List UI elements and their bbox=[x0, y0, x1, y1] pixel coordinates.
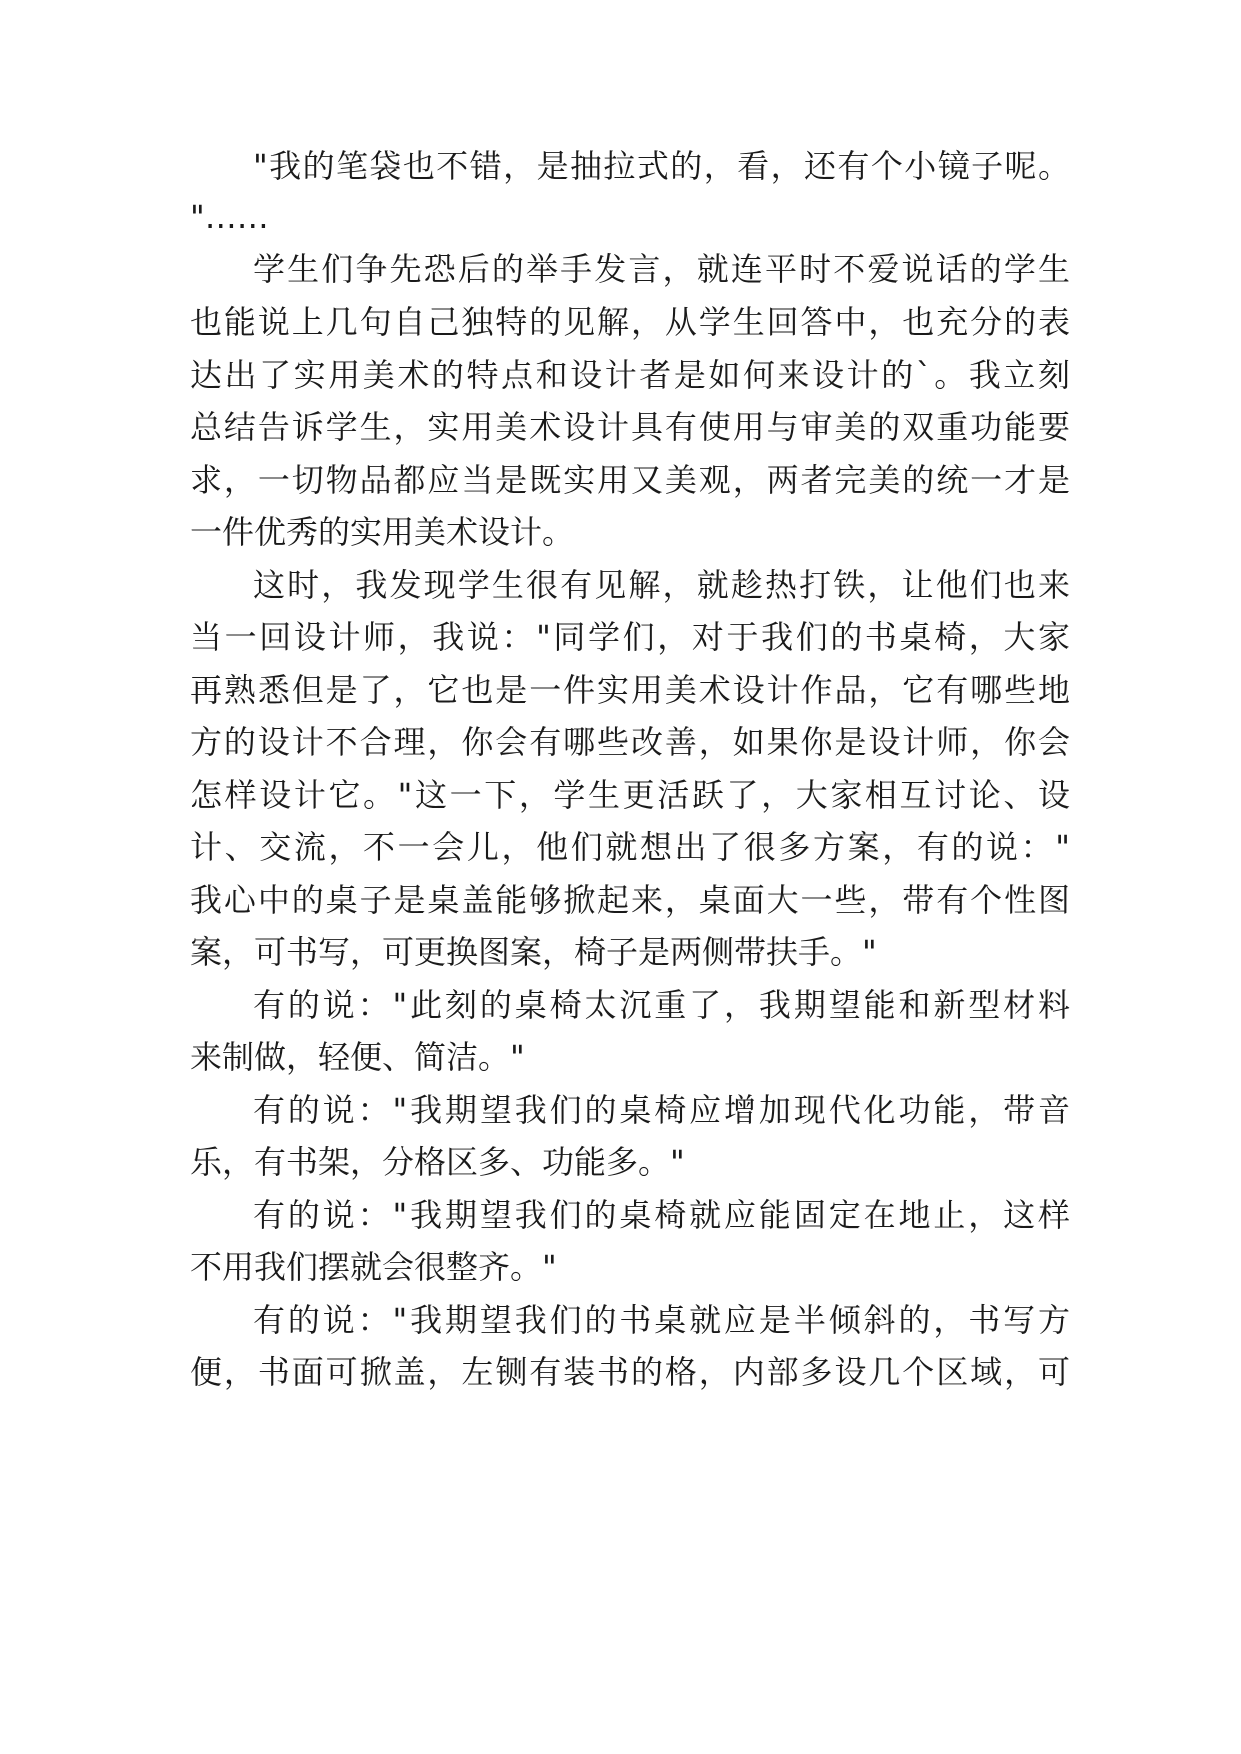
paragraph-3-line-6: 计、交流，不一会儿，他们就想出了很多方案，有的说：" bbox=[190, 828, 1070, 866]
paragraph-7-line-1: 有的说："我期望我们的书桌就应是半倾斜的，书写方 bbox=[253, 1301, 1070, 1339]
paragraph-3-line-8: 案，可书写，可更换图案，椅子是两侧带扶手。" bbox=[190, 933, 877, 971]
paragraph-3-line-4: 方的设计不合理，你会有哪些改善，如果你是设计师，你会 bbox=[190, 723, 1070, 761]
paragraph-2-line-1: 学生们争先恐后的举手发言，就连平时不爱说话的学生 bbox=[253, 250, 1070, 288]
paragraph-4-line-2: 来制做，轻便、简洁。" bbox=[190, 1038, 525, 1076]
paragraph-2-line-5: 求，一切物品都应当是既实用又美观，两者完美的统一才是 bbox=[190, 461, 1070, 499]
paragraph-3-line-3: 再熟悉但是了，它也是一件实用美术设计作品，它有哪些地 bbox=[190, 671, 1070, 709]
paragraph-6-line-2: 不用我们摆就会很整齐。" bbox=[190, 1248, 557, 1286]
paragraph-4-line-1: 有的说："此刻的桌椅太沉重了，我期望能和新型材料 bbox=[253, 986, 1070, 1024]
paragraph-2-line-3: 达出了实用美术的特点和设计者是如何来设计的`。我立刻 bbox=[190, 356, 1070, 394]
paragraph-1-line-2: "…… bbox=[190, 198, 269, 236]
paragraph-3-line-1: 这时，我发现学生很有见解，就趁热打铁，让他们也来 bbox=[253, 566, 1070, 604]
paragraph-5-line-1: 有的说："我期望我们的桌椅应增加现代化功能，带音 bbox=[253, 1091, 1070, 1129]
paragraph-3-line-2: 当一回设计师，我说："同学们，对于我们的书桌椅，大家 bbox=[190, 618, 1070, 656]
paragraph-6-line-1: 有的说："我期望我们的桌椅就应能固定在地止，这样 bbox=[253, 1196, 1070, 1234]
paragraph-7-line-2: 便，书面可掀盖，左铡有装书的格，内部多设几个区域，可 bbox=[190, 1353, 1070, 1391]
paragraph-2-line-6: 一件优秀的实用美术设计。 bbox=[190, 513, 575, 551]
paragraph-3-line-7: 我心中的桌子是桌盖能够掀起来，桌面大一些，带有个性图 bbox=[190, 881, 1070, 919]
paragraph-1-line-1: "我的笔袋也不错，是抽拉式的，看，还有个小镜子呢。 bbox=[253, 147, 1070, 185]
paragraph-2-line-4: 总结告诉学生，实用美术设计具有使用与审美的双重功能要 bbox=[190, 408, 1070, 446]
paragraph-5-line-2: 乐，有书架，分格区多、功能多。" bbox=[190, 1143, 685, 1181]
paragraph-2-line-2: 也能说上几句自己独特的见解，从学生回答中，也充分的表 bbox=[190, 303, 1070, 341]
paragraph-3-line-5: 怎样设计它。"这一下，学生更活跃了，大家相互讨论、设 bbox=[190, 776, 1070, 814]
